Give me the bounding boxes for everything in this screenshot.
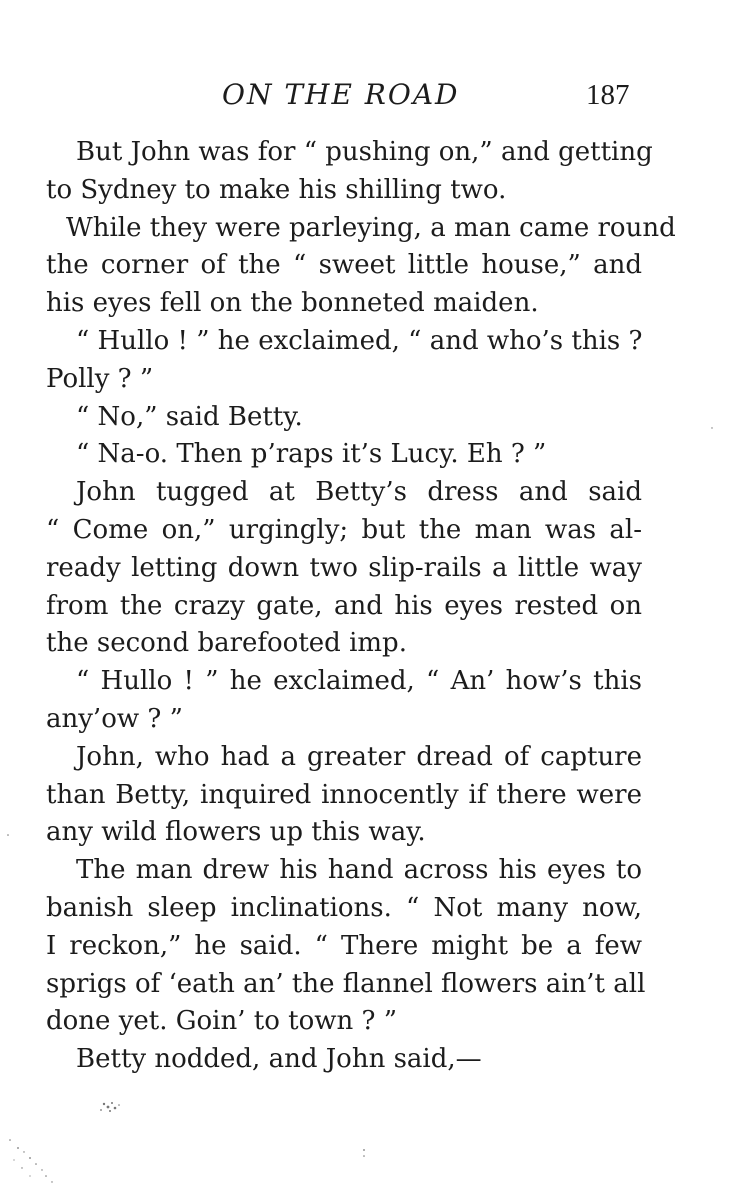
body-text	[46, 134, 676, 1079]
text-line: from the crazy gate, and his eyes rested on	[46, 590, 642, 621]
text-line: “ Come on,” urgingly; but the man was al-	[46, 514, 642, 545]
text-line: Betty nodded, and John said,—	[76, 1044, 482, 1075]
running-title: ON THE ROAD	[222, 78, 460, 111]
text-line: to Sydney to make his shilling two.	[46, 174, 507, 205]
text-line: “ No,” said Betty.	[76, 401, 303, 432]
text-line: ready letting down two slip-rails a little way	[46, 552, 642, 583]
text-line: any wild flowers up this way.	[46, 817, 426, 848]
text-line: While they were parleying, a man came round	[66, 212, 676, 243]
text-line: banish sleep inclinations. “ Not many now,	[46, 892, 642, 923]
text-line: Polly ? ”	[46, 363, 154, 394]
text-line: any’ow ? ”	[46, 703, 183, 734]
text-line: the corner of the “ sweet little house,” and	[46, 250, 642, 281]
text-line: I reckon,” he said. “ There might be a few	[46, 930, 642, 961]
text-line: “ Hullo ! ” he exclaimed, “ An’ how’s this	[76, 666, 642, 697]
text-line: The man drew his hand across his eyes to	[76, 855, 642, 886]
text-line: sprigs of ‘eath an’ the flannel flowers ain’t all	[46, 968, 646, 999]
text-line: “ Na-o. Then p’raps it’s Lucy. Eh ? ”	[76, 439, 547, 470]
text-line: “ Hullo ! ” he exclaimed, “ and who’s this ?	[76, 325, 643, 356]
text-line: John tugged at Betty’s dress and said	[76, 477, 642, 508]
text-line: the second barefooted imp.	[46, 628, 407, 659]
text-line: his eyes fell on the bonneted maiden.	[46, 288, 539, 319]
text-line: John, who had a greater dread of capture	[76, 741, 642, 772]
page-number: 187	[586, 79, 630, 111]
text-line: done yet. Goin’ to town ? ”	[46, 1006, 397, 1037]
text-line: But John was for “ pushing on,” and getting	[76, 137, 653, 167]
text-line: than Betty, inquired innocently if there were	[46, 779, 642, 810]
